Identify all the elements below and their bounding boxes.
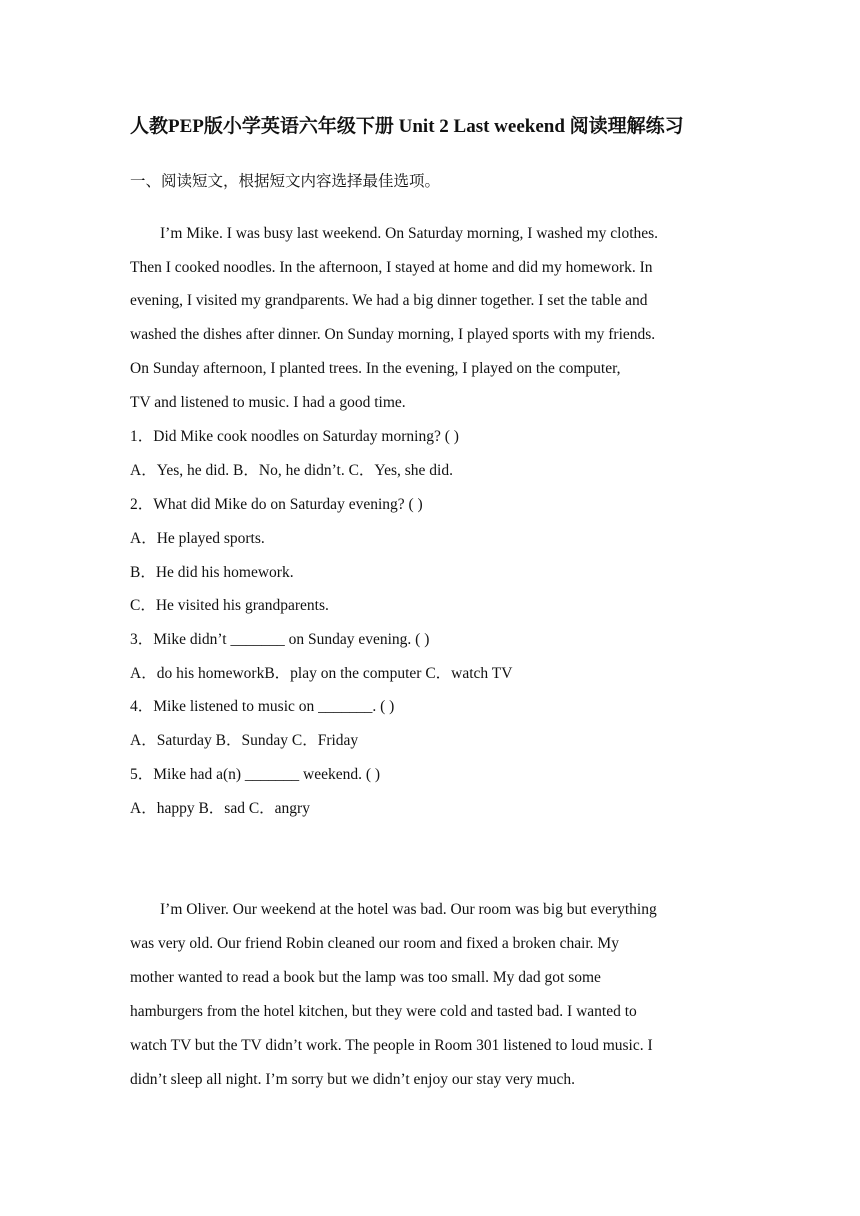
page-title: 人教PEP版小学英语六年级下册 Unit 2 Last weekend 阅读理解练习 — [130, 116, 684, 137]
question-4-options: A．Saturday B．Sunday C．Friday — [130, 732, 359, 749]
passage1-line: Then I cooked noodles. In the afternoon, I stayed at home and did my homework. In — [130, 259, 653, 276]
passage1-line: washed the dishes after dinner. On Sunday morning, I played sports with my friends. — [130, 326, 656, 343]
question-2-option-b: B．He did his homework. — [130, 564, 294, 581]
passage1-line: TV and listened to music. I had a good time. — [130, 394, 406, 411]
question-4: 4．Mike listened to music on _______. ( ) — [130, 698, 395, 715]
question-3-options: A．do his homeworkB．play on the computer C．watch TV — [130, 665, 513, 682]
question-3: 3．Mike didn’t _______ on Sunday evening. ( ) — [130, 631, 430, 648]
question-5-options: A．happy B．sad C．angry — [130, 800, 310, 817]
passage2-line: didn’t sleep all night. I’m sorry but we didn’t enjoy our stay very much. — [130, 1071, 575, 1088]
passage2-line: mother wanted to read a book but the lamp was too small. My dad got some — [130, 969, 601, 986]
passage2-line: hamburgers from the hotel kitchen, but they were cold and tasted bad. I wanted to — [130, 1003, 637, 1020]
question-2-option-a: A．He played sports. — [130, 530, 265, 547]
passage2-line: I’m Oliver. Our weekend at the hotel was bad. Our room was big but everything — [160, 901, 657, 918]
question-2-option-c: C．He visited his grandparents. — [130, 597, 329, 614]
question-1-options: A．Yes, he did. B．No, he didn’t. C．Yes, she did. — [130, 462, 453, 479]
passage2-line: watch TV but the TV didn’t work. The people in Room 301 listened to loud music. I — [130, 1037, 653, 1054]
passage1-line: I’m Mike. I was busy last weekend. On Saturday morning, I washed my clothes. — [160, 225, 659, 242]
question-1: 1．Did Mike cook noodles on Saturday morning? ( ) — [130, 428, 459, 445]
section-heading: 一、阅读短文，根据短文内容选择最佳选项。 — [130, 173, 441, 190]
passage2-line: was very old. Our friend Robin cleaned our room and fixed a broken chair. My — [130, 935, 619, 952]
question-2: 2．What did Mike do on Saturday evening? ( ) — [130, 496, 423, 513]
passage1-line: On Sunday afternoon, I planted trees. In the evening, I played on the computer, — [130, 360, 621, 377]
question-5: 5．Mike had a(n) _______ weekend. ( ) — [130, 766, 381, 783]
passage1-line: evening, I visited my grandparents. We had a big dinner together. I set the table and — [130, 292, 648, 309]
